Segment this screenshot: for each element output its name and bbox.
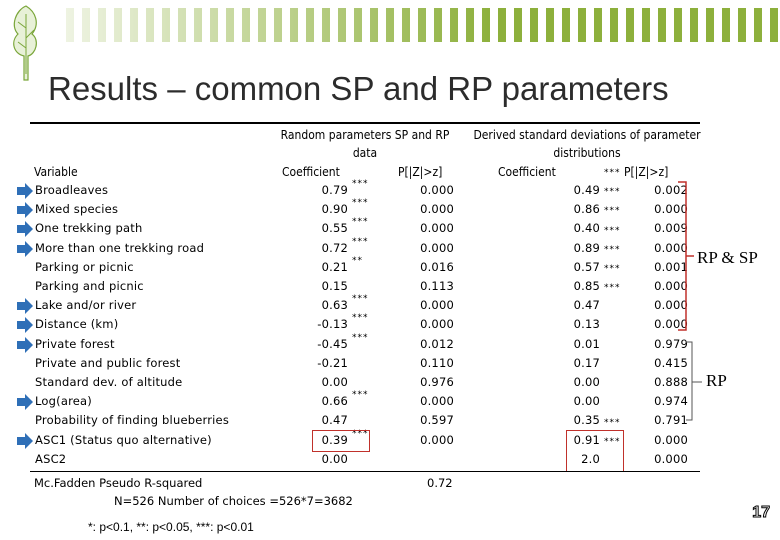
coefficient-value: -0.21 [317, 355, 348, 370]
decorative-stripes [66, 8, 780, 42]
sd-p-value: 0.001 [654, 259, 688, 274]
variable-label: Probability of finding blueberries [35, 413, 230, 428]
coefficient-value: 0.00 [321, 451, 348, 466]
table-top-rule [30, 122, 700, 124]
sd-significance-stars: *** [604, 283, 621, 294]
row-arrow-icon [16, 241, 34, 257]
page-title: Results – common SP and RP parameters [48, 70, 669, 107]
sd-p-value: 0.888 [654, 375, 688, 389]
coefficient-header-1: Coefficient [282, 165, 340, 179]
sd-coefficient-value: 2.0 [581, 451, 600, 466]
variable-label: Private forest [35, 336, 115, 351]
sd-coefficient-value: 0.91 [573, 432, 600, 447]
sd-p-value: 0.009 [654, 221, 688, 236]
sd-coefficient-value: 0.47 [573, 298, 600, 313]
sd-coefficient-value: 0.13 [573, 317, 600, 332]
coefficient-value: 0.00 [321, 375, 348, 389]
significance-stars: *** [352, 294, 369, 305]
group1-header-line2: data [352, 146, 378, 160]
coefficient-value: 0.63 [321, 298, 348, 313]
p-value: 0.000 [420, 202, 454, 217]
row-arrow-icon [16, 221, 34, 237]
pseudo-r2-label: Mc.Fadden Pseudo R-squared [34, 476, 203, 490]
row-arrow-icon [16, 394, 34, 410]
sd-significance-stars: *** [604, 206, 621, 217]
p-value: 0.000 [420, 183, 454, 197]
coefficient-value: 0.21 [321, 259, 348, 274]
annotation-rp-sp: RP & SP [697, 248, 758, 267]
significance-stars: *** [352, 179, 369, 189]
group1-header [270, 126, 460, 162]
row-arrow-icon [16, 202, 34, 218]
p-value: 0.000 [420, 432, 454, 447]
row-arrow-icon [16, 317, 34, 333]
coefficient-value: 0.15 [321, 279, 348, 293]
p-value: 0.597 [420, 413, 454, 428]
sd-significance-stars: *** [604, 187, 621, 198]
variable-label: Parking or picnic [35, 259, 134, 274]
significance-stars: *** [352, 236, 369, 247]
sd-p-value: 0.415 [654, 355, 688, 370]
sd-coefficient-value: 0.17 [573, 355, 600, 370]
sd-p-value: 0.974 [654, 394, 688, 409]
variable-label: Parking and picnic [35, 279, 144, 293]
sd-p-value: 0.000 [654, 240, 688, 255]
sd-coefficient-value: 0.57 [573, 259, 600, 274]
p-value: 0.000 [420, 317, 454, 332]
bracket-rp [686, 340, 704, 424]
coefficient-value: 0.72 [321, 240, 348, 255]
p-value: 0.000 [420, 298, 454, 313]
variable-label: Private and public forest [35, 355, 181, 370]
variable-label: Log(area) [35, 394, 92, 409]
pseudo-r2-value: 0.72 [427, 476, 453, 490]
group2-header-line2: distributions [553, 146, 621, 160]
sd-significance-stars: *** [604, 225, 621, 236]
sd-significance-stars: *** [604, 436, 621, 447]
variable-label: ASC1 (Status quo alternative) [35, 432, 212, 447]
sd-coefficient-value: 0.40 [573, 221, 600, 236]
significance-stars: *** [352, 313, 369, 324]
sd-coefficient-value: 0.35 [573, 413, 600, 428]
coefficient-value: 0.90 [321, 202, 348, 217]
row-arrow-icon [16, 183, 34, 199]
variable-label: Mixed species [35, 202, 119, 217]
p-value: 0.976 [420, 375, 454, 389]
significance-stars: ** [352, 255, 363, 266]
significance-note: *: p<0.1, **: p<0.05, ***: p<0.01 [88, 520, 254, 534]
highlight-box-asc-sd [566, 430, 624, 472]
sd-significance-stars: *** [604, 417, 621, 428]
p-value: 0.012 [420, 336, 454, 351]
variable-label: One trekking path [35, 221, 143, 236]
sd-p-value: 0.000 [654, 451, 688, 466]
significance-stars: *** [352, 198, 369, 209]
variable-header: Variable [34, 165, 78, 179]
sd-p-value: 0.000 [654, 432, 688, 447]
variable-label: Standard dev. of altitude [35, 375, 183, 389]
sd-coefficient-value: 0.01 [573, 336, 600, 351]
variable-label: Lake and/or river [35, 298, 137, 313]
sd-p-value: 0.002 [654, 183, 688, 197]
sd-coefficient-value: 0.85 [573, 279, 600, 293]
variable-label: ASC2 [35, 451, 67, 466]
p-value: 0.016 [420, 259, 454, 274]
coefficient-value: 0.47 [321, 413, 348, 428]
sd-significance-stars: *** [604, 264, 621, 274]
sd-p-value: 0.000 [654, 202, 688, 217]
sd-p-value: 0.791 [654, 413, 688, 428]
sd-coefficient-value: 0.86 [573, 202, 600, 217]
coefficient-header-2: Coefficient [498, 165, 556, 179]
table-bottom-rule [30, 471, 700, 472]
sd-significance-stars: *** [604, 168, 621, 178]
sd-coefficient-value: 0.00 [573, 375, 600, 389]
coefficient-value: -0.45 [317, 336, 348, 351]
sd-p-value: 0.000 [654, 298, 688, 313]
p-value-header-2: P[|Z|>z] [624, 165, 669, 179]
coefficient-value: 0.39 [321, 432, 348, 447]
significance-stars: *** [352, 390, 369, 401]
significance-stars: *** [352, 332, 369, 343]
sd-p-value: 0.979 [654, 336, 688, 351]
sd-coefficient-value: 0.89 [573, 240, 600, 255]
significance-stars: *** [352, 217, 369, 228]
variable-label: More than one trekking road [35, 240, 205, 255]
p-value: 0.000 [420, 240, 454, 255]
coefficient-value: 0.79 [321, 183, 348, 197]
sd-significance-stars: *** [604, 244, 621, 255]
sample-size-note: N=526 Number of choices =526*7=3682 [114, 494, 353, 508]
p-value-header-1: P[|Z|>z] [398, 165, 443, 179]
group1-header-line1: Random parameters SP and RP [280, 128, 450, 142]
sd-p-value: 0.000 [654, 279, 688, 293]
significance-stars: *** [352, 428, 369, 439]
sd-coefficient-value: 0.00 [573, 394, 600, 409]
sd-p-value: 0.000 [654, 317, 688, 332]
row-arrow-icon [16, 298, 34, 314]
variable-label: Distance (km) [35, 317, 119, 332]
row-arrow-icon [16, 433, 34, 449]
highlight-box-asc1-coefficient [312, 430, 370, 452]
p-value: 0.000 [420, 221, 454, 236]
p-value: 0.000 [420, 394, 454, 409]
p-value: 0.110 [420, 355, 454, 370]
forest-logo-icon [6, 4, 48, 82]
row-arrow-icon [16, 337, 34, 353]
coefficient-value: 0.55 [321, 221, 348, 236]
page-number: 17 [752, 504, 770, 521]
p-value: 0.113 [420, 279, 454, 293]
group2-header [462, 126, 712, 162]
coefficient-value: -0.13 [317, 317, 348, 332]
group2-header-line1: Derived standard deviations of parameter [473, 128, 701, 142]
coefficient-value: 0.66 [321, 394, 348, 409]
annotation-rp: RP [706, 371, 727, 390]
bracket-rp-sp [678, 180, 698, 340]
sd-coefficient-value: 0.49 [573, 183, 600, 197]
variable-label: Broadleaves [35, 183, 109, 197]
